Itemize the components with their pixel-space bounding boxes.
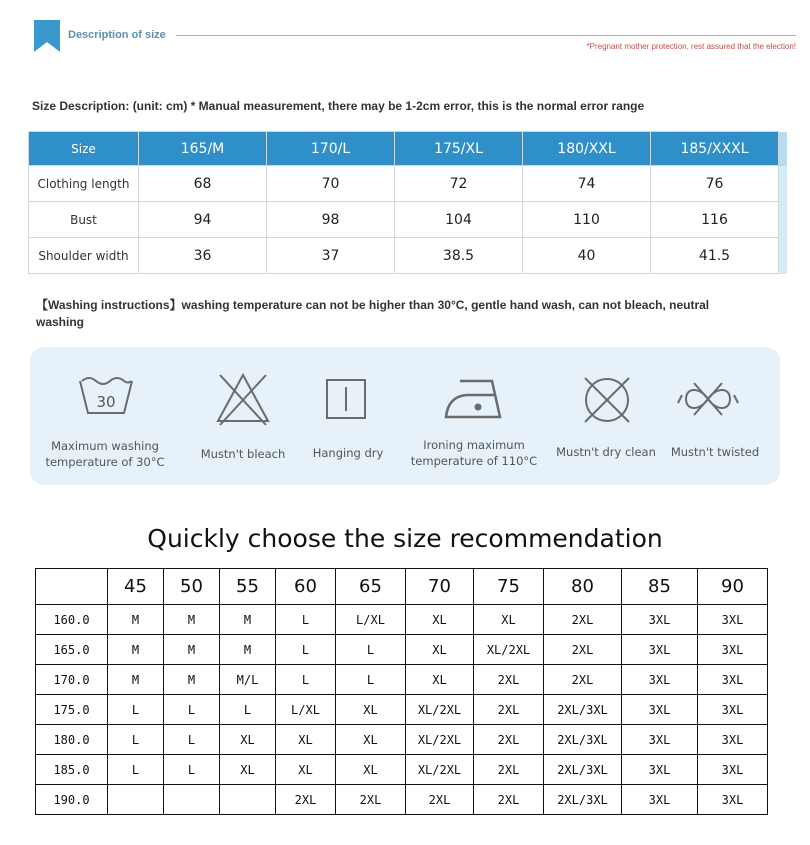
hang-dry-icon bbox=[324, 377, 368, 421]
size-recommendation-cell: XL/2XL bbox=[406, 755, 474, 785]
size-recommendation-cell: L/XL bbox=[336, 605, 406, 635]
size-recommendation-cell: 3XL bbox=[698, 725, 768, 755]
no-dry-clean-label: Mustn't dry clean bbox=[556, 445, 656, 459]
size-recommendation-cell: 2XL bbox=[474, 755, 544, 785]
size-recommendation-cell: 2XL bbox=[544, 635, 622, 665]
size-table-header bbox=[29, 132, 787, 166]
wash-temp-number: 30 bbox=[96, 393, 116, 411]
recommendation-title: Quickly choose the size recommendation bbox=[147, 524, 663, 553]
table-side-strip bbox=[779, 238, 787, 274]
size-col-header: Size bbox=[29, 132, 139, 166]
rec-row bbox=[36, 755, 768, 785]
rec-row bbox=[36, 785, 768, 815]
weight-header: 45 bbox=[108, 569, 164, 605]
size-recommendation-cell: L bbox=[108, 725, 164, 755]
size-recommendation-cell: 3XL bbox=[698, 695, 768, 725]
size-cell: 94 bbox=[139, 202, 267, 238]
size-recommendation-cell: L bbox=[276, 605, 336, 635]
size-recommendation-cell: 3XL bbox=[698, 665, 768, 695]
size-recommendation-cell: 3XL bbox=[622, 725, 698, 755]
weight-header: 90 bbox=[698, 569, 768, 605]
rec-row bbox=[36, 605, 768, 635]
wash-temp-label: Maximum washing temperature of 30°C bbox=[45, 439, 165, 469]
no-twist-label: Mustn't twisted bbox=[670, 445, 760, 459]
size-recommendation-cell: L bbox=[220, 695, 276, 725]
size-recommendation-cell: L bbox=[108, 755, 164, 785]
size-recommendation-cell bbox=[220, 785, 276, 815]
header-divider bbox=[176, 35, 796, 36]
size-cell: 116 bbox=[651, 202, 779, 238]
size-cell: 72 bbox=[395, 166, 523, 202]
size-recommendation-cell: 2XL bbox=[336, 785, 406, 815]
size-recommendation-cell: 2XL/3XL bbox=[544, 755, 622, 785]
size-recommendation-cell: XL bbox=[406, 665, 474, 695]
size-recommendation-cell: L bbox=[276, 665, 336, 695]
size-recommendation-cell: L/XL bbox=[276, 695, 336, 725]
page-header bbox=[0, 0, 810, 80]
size-recommendation-cell: M bbox=[164, 605, 220, 635]
size-recommendation-cell: 3XL bbox=[698, 635, 768, 665]
weight-header: 50 bbox=[164, 569, 220, 605]
rec-row bbox=[36, 665, 768, 695]
size-recommendation-cell: M bbox=[164, 635, 220, 665]
size-row-label: Bust bbox=[29, 202, 139, 238]
size-recommendation-table bbox=[35, 568, 768, 815]
size-col-header: 170/L bbox=[267, 132, 395, 166]
size-recommendation-cell: L bbox=[164, 755, 220, 785]
size-recommendation-cell: 2XL/3XL bbox=[544, 725, 622, 755]
size-row-label: Shoulder width bbox=[29, 238, 139, 274]
size-recommendation-cell: XL bbox=[406, 635, 474, 665]
size-recommendation-cell: L bbox=[336, 665, 406, 695]
size-col-header: 185/XXXL bbox=[651, 132, 779, 166]
size-cell: 76 bbox=[651, 166, 779, 202]
size-recommendation-cell: M bbox=[108, 605, 164, 635]
size-recommendation-cell: XL bbox=[336, 725, 406, 755]
size-recommendation-cell: 3XL bbox=[622, 635, 698, 665]
no-twist-icon bbox=[676, 379, 740, 419]
weight-header: 85 bbox=[622, 569, 698, 605]
no-bleach-icon bbox=[214, 369, 272, 427]
rec-row bbox=[36, 695, 768, 725]
size-cell: 37 bbox=[267, 238, 395, 274]
rec-row bbox=[36, 725, 768, 755]
size-recommendation-cell: XL bbox=[406, 605, 474, 635]
size-recommendation-cell: 2XL bbox=[474, 785, 544, 815]
size-cell: 98 bbox=[267, 202, 395, 238]
size-cell: 36 bbox=[139, 238, 267, 274]
size-recommendation-cell: 3XL bbox=[622, 695, 698, 725]
size-recommendation-cell: 2XL bbox=[474, 665, 544, 695]
height-label: 190.0 bbox=[36, 785, 108, 815]
size-recommendation-cell: 2XL/3XL bbox=[544, 695, 622, 725]
size-recommendation-cell: 3XL bbox=[698, 605, 768, 635]
size-table-row bbox=[29, 238, 787, 274]
size-cell: 68 bbox=[139, 166, 267, 202]
size-recommendation-cell: 2XL bbox=[544, 605, 622, 635]
size-recommendation-cell: M bbox=[108, 665, 164, 695]
size-cell: 70 bbox=[267, 166, 395, 202]
washing-care-panel bbox=[30, 347, 780, 485]
size-recommendation-cell: XL bbox=[336, 755, 406, 785]
size-recommendation-cell: XL bbox=[474, 605, 544, 635]
size-col-header: 175/XL bbox=[395, 132, 523, 166]
header-title: Description of size bbox=[68, 29, 166, 41]
height-label: 180.0 bbox=[36, 725, 108, 755]
size-recommendation-cell: XL/2XL bbox=[474, 635, 544, 665]
no-dry-clean-icon bbox=[580, 373, 634, 427]
size-recommendation-cell: 2XL bbox=[406, 785, 474, 815]
size-table bbox=[28, 131, 787, 274]
size-table-row bbox=[29, 202, 787, 238]
size-recommendation-cell: 3XL bbox=[622, 755, 698, 785]
size-recommendation-cell: L bbox=[336, 635, 406, 665]
size-recommendation-cell bbox=[108, 785, 164, 815]
size-col-header: 180/XXL bbox=[523, 132, 651, 166]
bookmark-icon bbox=[34, 20, 60, 52]
size-recommendation-cell: 2XL bbox=[474, 725, 544, 755]
height-label: 185.0 bbox=[36, 755, 108, 785]
weight-header: 65 bbox=[336, 569, 406, 605]
size-col-header: 165/M bbox=[139, 132, 267, 166]
washing-description: 【Washing instructions】washing temperature can not be higher than 30°C, gentle hand wash, can not bleach, neutral washing bbox=[36, 298, 710, 329]
height-label: 175.0 bbox=[36, 695, 108, 725]
size-recommendation-cell: L bbox=[164, 695, 220, 725]
weight-header: 55 bbox=[220, 569, 276, 605]
size-recommendation-cell: M bbox=[164, 665, 220, 695]
weight-header: 70 bbox=[406, 569, 474, 605]
height-label: 160.0 bbox=[36, 605, 108, 635]
size-recommendation-cell: 3XL bbox=[622, 665, 698, 695]
weight-header: 60 bbox=[276, 569, 336, 605]
size-cell: 110 bbox=[523, 202, 651, 238]
size-recommendation-cell: XL/2XL bbox=[406, 725, 474, 755]
size-recommendation-cell: 2XL/3XL bbox=[544, 785, 622, 815]
size-recommendation-cell: XL bbox=[276, 755, 336, 785]
size-recommendation-cell: 3XL bbox=[698, 755, 768, 785]
size-recommendation-cell: 2XL bbox=[474, 695, 544, 725]
size-table-row bbox=[29, 166, 787, 202]
iron-temp-label: Ironing maximum temperature of 110°C bbox=[410, 438, 538, 468]
rec-header-row bbox=[36, 569, 768, 605]
no-bleach-label: Mustn't bleach bbox=[200, 447, 286, 461]
size-recommendation-cell: 2XL bbox=[544, 665, 622, 695]
size-recommendation-cell: L bbox=[108, 695, 164, 725]
size-recommendation-cell: XL/2XL bbox=[406, 695, 474, 725]
size-recommendation-cell: L bbox=[276, 635, 336, 665]
size-recommendation-cell: XL bbox=[276, 725, 336, 755]
size-row-label: Clothing length bbox=[29, 166, 139, 202]
size-recommendation-cell: 3XL bbox=[698, 785, 768, 815]
header-tagline: *Pregnant mother protection, rest assured that the election! bbox=[586, 42, 796, 51]
table-side-strip bbox=[779, 202, 787, 238]
height-label: 165.0 bbox=[36, 635, 108, 665]
size-recommendation-cell: 3XL bbox=[622, 605, 698, 635]
weight-header: 75 bbox=[474, 569, 544, 605]
table-side-strip bbox=[779, 132, 787, 166]
wash-tub-icon bbox=[76, 371, 136, 419]
size-cell: 38.5 bbox=[395, 238, 523, 274]
rec-corner-cell bbox=[36, 569, 108, 605]
size-description: Size Description: (unit: cm) * Manual measurement, there may be 1-2cm error, this is the normal error range bbox=[32, 99, 645, 113]
size-cell: 104 bbox=[395, 202, 523, 238]
size-cell: 74 bbox=[523, 166, 651, 202]
size-recommendation-cell: M/L bbox=[220, 665, 276, 695]
size-recommendation-cell: M bbox=[108, 635, 164, 665]
size-recommendation-cell: XL bbox=[220, 755, 276, 785]
size-cell: 41.5 bbox=[651, 238, 779, 274]
size-recommendation-cell: 3XL bbox=[622, 785, 698, 815]
iron-icon bbox=[442, 373, 506, 423]
height-label: 170.0 bbox=[36, 665, 108, 695]
size-recommendation-cell: M bbox=[220, 635, 276, 665]
rec-row bbox=[36, 635, 768, 665]
size-recommendation-cell: XL bbox=[220, 725, 276, 755]
size-recommendation-cell: 2XL bbox=[276, 785, 336, 815]
size-recommendation-cell: M bbox=[220, 605, 276, 635]
hang-dry-label: Hanging dry bbox=[312, 446, 384, 460]
size-recommendation-cell: XL bbox=[336, 695, 406, 725]
size-recommendation-cell bbox=[164, 785, 220, 815]
table-side-strip bbox=[779, 166, 787, 202]
weight-header: 80 bbox=[544, 569, 622, 605]
size-recommendation-cell: L bbox=[164, 725, 220, 755]
size-cell: 40 bbox=[523, 238, 651, 274]
